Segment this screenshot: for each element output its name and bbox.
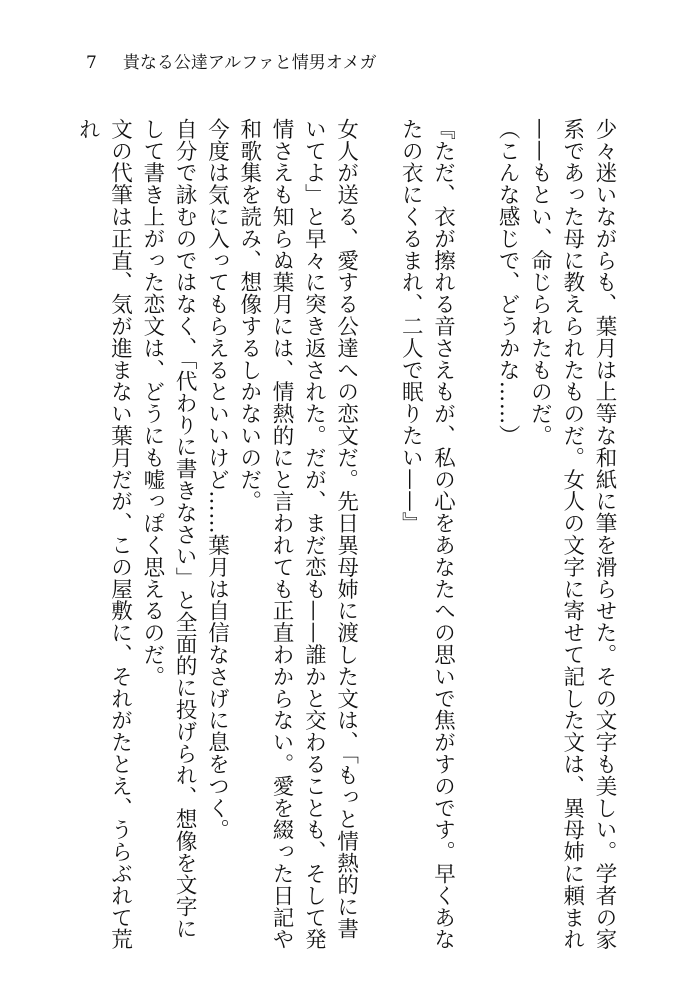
blank-line: [459, 118, 491, 958]
paragraph: 少々迷いながらも、葉月は上等な和紙に筆を滑らせた。その文字も美しい。学者の家系であった母に教えられたものだ。女人の文字に寄せて記した文は、異母姉に頼まれ——もとい、命じられたものだ。: [527, 118, 617, 951]
paragraph: 文の代筆は正直、気が進まない葉月だが、この屋敷に、それがたとえ、うらぶれて荒れ: [75, 118, 133, 951]
paragraph: 『ただ、衣が擦れる音さえもが、私の心をあなたへの思いで焦がすのです。早くあなたの衣にくるまれ、二人で眠りたい——』: [398, 118, 456, 951]
running-header: [86, 52, 377, 74]
paragraph: 自分で詠むのではなく、「代わりに書きなさい」と全面的に投げられ、想像を文字にして書き上がった恋文は、どうにも嘘っぽく思えるのだ。: [139, 118, 198, 940]
book-title: 貴なる公達アルファと情男オメガ: [122, 53, 377, 73]
blank-line: [362, 118, 394, 958]
paragraph: 女人が送る、愛する公達への恋文だ。先日異母姉に渡した文は、「もっと情熱的に書いてよ」と早々に突き返された。だが、まだ恋も——誰かと交わることも、そして発情さえも知らぬ葉月には、情熱的にと言われても正直わからない。愛を綴った日記や和歌集を読み、想像するしかないのだ。: [236, 118, 359, 951]
page-number: 7: [86, 53, 97, 73]
paragraph: （こんな感じで、どうかな……）: [495, 118, 521, 447]
paragraph: 今度は気に入ってもらえるといいけど……葉月は自信なさげに息をつく。: [204, 118, 230, 841]
vertical-text-body: [60, 118, 620, 958]
